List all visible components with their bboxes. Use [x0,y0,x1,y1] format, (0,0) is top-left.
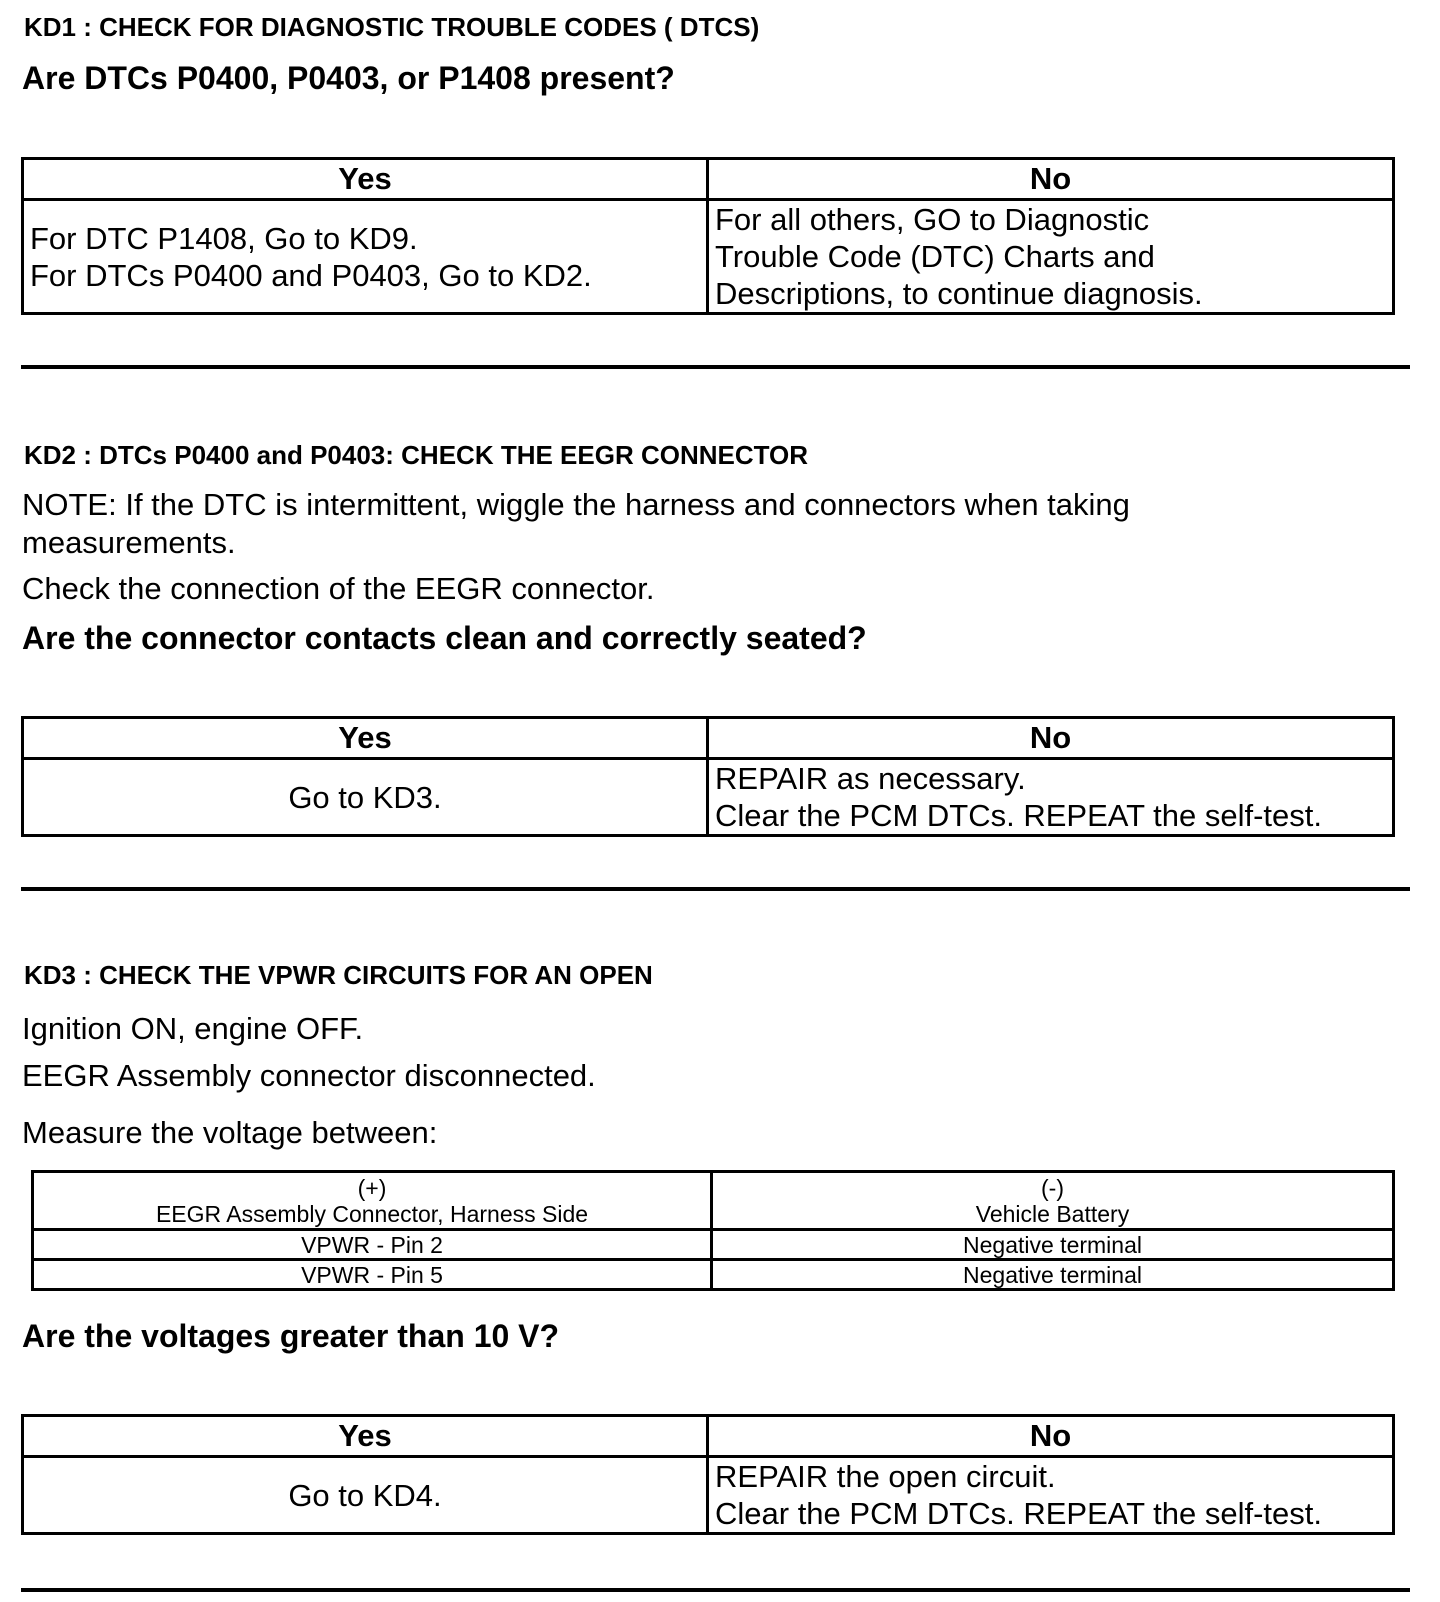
kd3-no-line: REPAIR the open circuit. [715,1459,1056,1494]
section-divider [21,1588,1410,1592]
kd1-yes-line: For DTCs P0400 and P0403, Go to KD2. [30,257,592,293]
plus-sign: (+) [357,1174,387,1201]
measure-header-minus [712,1172,1394,1230]
section-divider [21,365,1410,369]
kd1-yes-header: Yes [23,159,708,200]
kd1-no-line: For all others, GO to Diagnostic [715,202,1150,237]
kd2-answer-table [21,716,1395,837]
kd3-answer-table [21,1414,1395,1535]
kd1-no-cell [708,200,1394,314]
kd3-question: Are the voltages greater than 10 V? [22,1318,560,1354]
kd2-question: Are the connector contacts clean and correctly seated? [22,620,867,656]
kd1-yes-cell [23,200,708,314]
kd3-measure-table [31,1170,1395,1291]
kd2-note-line: NOTE: If the DTC is intermittent, wiggle the harness and connectors when taking [22,487,1130,522]
kd3-heading: KD3 : CHECK THE VPWR CIRCUITS FOR AN OPEN [24,960,653,990]
measure-header-plus [33,1172,712,1230]
kd2-no-line: REPAIR as necessary. [715,761,1026,796]
kd3-no-cell [708,1457,1394,1534]
measure-plus-cell: VPWR - Pin 2 [33,1230,712,1260]
kd2-note-line: measurements. [22,525,236,560]
kd3-no-header: No [708,1416,1394,1457]
kd3-no-line: Clear the PCM DTCs. REPEAT the self-test. [715,1496,1322,1531]
kd2-yes-cell: Go to KD3. [23,759,708,836]
kd3-measure-label: Measure the voltage between: [22,1115,438,1150]
kd3-condition: Ignition ON, engine OFF. [22,1011,364,1046]
kd1-question: Are DTCs P0400, P0403, or P1408 present? [22,60,675,96]
plus-column-title: EEGR Assembly Connector, Harness Side [155,1200,589,1227]
section-divider [21,887,1410,891]
kd2-heading: KD2 : DTCs P0400 and P0403: CHECK THE EEGR CONNECTOR [24,440,809,470]
kd3-yes-header: Yes [23,1416,708,1457]
minus-column-title: Vehicle Battery [975,1200,1130,1227]
measure-minus-cell: Negative terminal [712,1230,1394,1260]
kd2-instruction: Check the connection of the EEGR connector. [22,571,655,606]
minus-sign: (-) [1041,1174,1064,1201]
kd2-no-line: Clear the PCM DTCs. REPEAT the self-test. [715,798,1322,833]
kd1-answer-table [21,157,1395,315]
kd2-no-header: No [708,718,1394,759]
table-row [33,1260,1394,1290]
kd2-no-cell [708,759,1394,836]
measure-plus-cell: VPWR - Pin 5 [33,1260,712,1290]
kd1-no-line: Trouble Code (DTC) Charts and [715,239,1155,274]
kd3-yes-cell: Go to KD4. [23,1457,708,1534]
kd3-condition: EEGR Assembly connector disconnected. [22,1058,596,1093]
kd1-yes-line: For DTC P1408, Go to KD9. [30,220,418,256]
kd1-no-line: Descriptions, to continue diagnosis. [715,276,1203,311]
kd1-no-header: No [708,159,1394,200]
kd1-heading: KD1 : CHECK FOR DIAGNOSTIC TROUBLE CODES ( DTCS) [24,12,760,42]
table-row [33,1230,1394,1260]
kd2-yes-header: Yes [23,718,708,759]
measure-minus-cell: Negative terminal [712,1260,1394,1290]
